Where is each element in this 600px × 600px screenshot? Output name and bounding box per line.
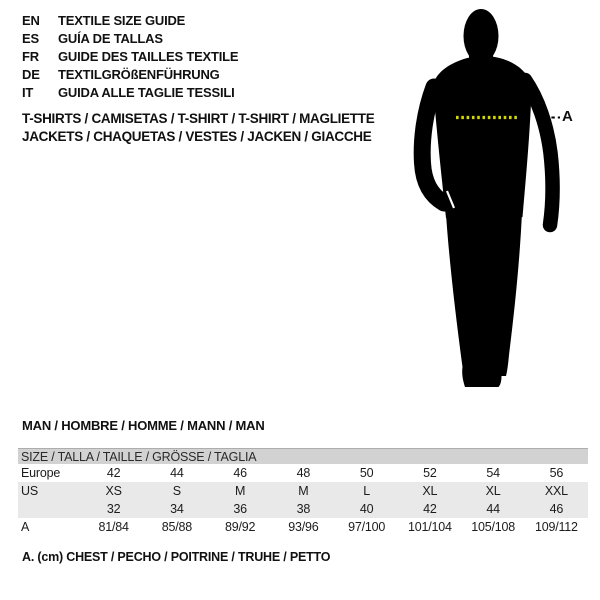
- section-title-man: MAN / HOMBRE / HOMME / MANN / MAN: [22, 418, 265, 433]
- language-row: [22, 48, 238, 66]
- table-cell: XXL: [525, 482, 588, 500]
- language-code: DE: [22, 67, 40, 82]
- man-silhouette-figure: [405, 5, 570, 393]
- category-lines: [22, 110, 374, 146]
- size-table: [18, 448, 588, 536]
- table-cell: 42: [106, 466, 121, 480]
- man-silhouette: [422, 9, 552, 387]
- language-code: IT: [22, 85, 34, 100]
- language-label: GUIDA ALLE TAGLIE TESSILI: [58, 85, 235, 100]
- table-cell: L: [335, 482, 398, 500]
- measure-label-a: A: [562, 108, 573, 125]
- language-row: [22, 84, 238, 102]
- table-cell: 50: [359, 466, 374, 480]
- table-cell: 32: [82, 500, 145, 518]
- row-label: Europe: [21, 466, 61, 480]
- table-row-us: [18, 482, 588, 500]
- table-header-cell: SIZE / TALLA / TAILLE / GRÖSSE / TAGLIA: [18, 449, 588, 465]
- table-cell: 105/108: [471, 520, 516, 534]
- table-cell: 44: [170, 466, 184, 480]
- table-cell: XL: [398, 482, 461, 500]
- table-cell: 36: [209, 500, 272, 518]
- silhouette-right-arm: [525, 80, 553, 225]
- table-cell: 48: [296, 466, 311, 480]
- table-cell: 42: [398, 500, 461, 518]
- table-cell: 109/112: [534, 520, 578, 534]
- table-header-row: [18, 449, 588, 465]
- table-cell: 101/104: [407, 520, 452, 534]
- table-cell: 34: [145, 500, 208, 518]
- table-cell: 54: [486, 466, 500, 480]
- table-cell: 46: [233, 466, 247, 480]
- language-code: ES: [22, 31, 39, 46]
- category-line-jackets: JACKETS / CHAQUETAS / VESTES / JACKEN / GIACCHE: [22, 129, 372, 144]
- table-cell: 44: [462, 500, 525, 518]
- table-row-europe: [18, 464, 588, 482]
- table-row-numeric: [18, 500, 588, 518]
- language-row: [22, 12, 238, 30]
- row-label: A: [21, 520, 30, 534]
- category-line-tshirts: T-SHIRTS / CAMISETAS / T-SHIRT / T-SHIRT / MAGLIETTE: [22, 111, 375, 126]
- language-label: GUÍA DE TALLAS: [58, 31, 163, 46]
- language-label: TEXTILGRÖßENFÜHRUNG: [58, 67, 220, 82]
- table-cell: 46: [525, 500, 588, 518]
- table-cell: 56: [549, 466, 564, 480]
- language-label: TEXTILE SIZE GUIDE: [58, 13, 186, 28]
- table-cell: 40: [335, 500, 398, 518]
- language-label: GUIDE DES TAILLES TEXTILE: [58, 49, 239, 64]
- table-cell: M: [209, 482, 272, 500]
- language-list: [22, 12, 238, 102]
- silhouette-legs: [446, 212, 522, 387]
- table-row-chest-a: [18, 518, 588, 536]
- language-row: [22, 66, 238, 84]
- table-cell: 89/92: [224, 520, 256, 534]
- language-row: [22, 30, 238, 48]
- table-cell: 52: [423, 466, 437, 480]
- table-cell: 38: [272, 500, 335, 518]
- measurement-footnote: A. (cm) CHEST / PECHO / POITRINE / TRUHE / PETTO: [22, 550, 331, 564]
- table-cell: M: [272, 482, 335, 500]
- table-cell: XL: [462, 482, 525, 500]
- language-code: EN: [22, 13, 40, 28]
- row-label: [18, 500, 82, 518]
- table-cell: 81/84: [98, 520, 129, 534]
- table-cell: XS: [82, 482, 145, 500]
- table-cell: 85/88: [161, 520, 193, 534]
- size-table-wrap: [18, 448, 588, 536]
- table-cell: S: [145, 482, 208, 500]
- table-cell: 97/100: [348, 520, 386, 534]
- language-code: FR: [22, 49, 39, 64]
- table-cell: 93/96: [288, 520, 319, 534]
- row-label: US: [18, 482, 82, 500]
